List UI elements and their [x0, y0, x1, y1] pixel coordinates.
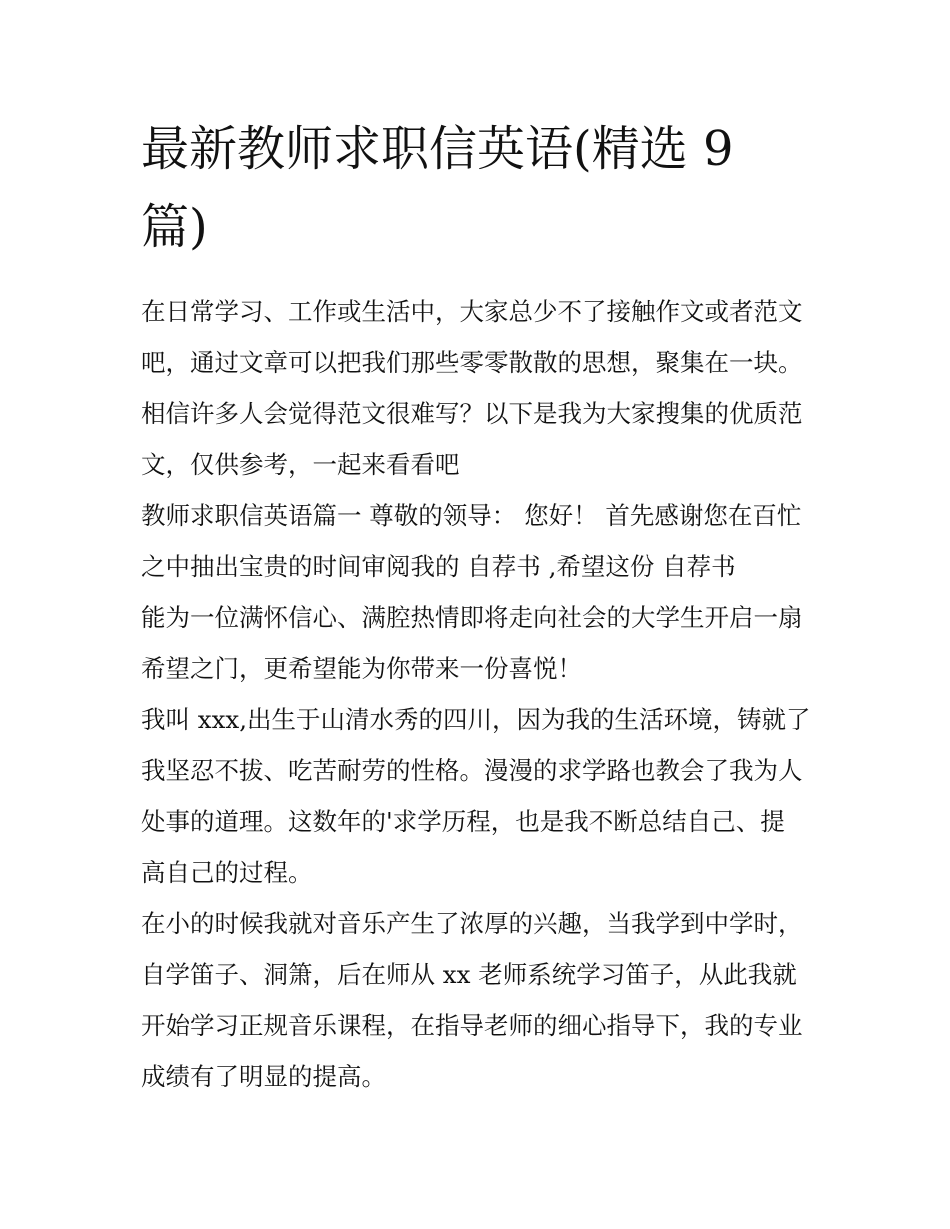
text-line: 我叫 xxx,出生于山清水秀的四川，因为我的生活环境，铸就了 [141, 705, 811, 734]
text-line: 教师求职信英语篇一 尊敬的领导： 您好！ 首先感谢您在百忙 [141, 501, 802, 530]
text-line: 成绩有了明显的提高。 [141, 1062, 386, 1091]
text-line: 我坚忍不拔、吃苦耐劳的性格。漫漫的求学路也教会了我为人 [141, 756, 803, 785]
text-line: 文，仅供参考，一起来看看吧 [141, 450, 460, 479]
document-title [141, 110, 821, 266]
text-line: 高自己的过程。 [141, 858, 313, 887]
document-page [141, 110, 821, 1102]
text-line: 处事的道理。这数年的'求学历程，也是我不断总结自己、提 [141, 807, 785, 836]
paragraph-intro [141, 286, 821, 490]
text-line: 希望之门，更希望能为你带来一份喜悦！ [141, 654, 582, 683]
paragraph-background [141, 694, 821, 898]
paragraph-letter-opening [141, 490, 821, 694]
text-line: 自学笛子、洞箫，后在师从 xx 老师系统学习笛子，从此我就 [141, 960, 797, 989]
text-line: 相信许多人会觉得范文很难写？以下是我为大家搜集的优质范 [141, 399, 803, 428]
paragraph-music [141, 898, 821, 1102]
text-line: 开始学习正规音乐课程，在指导老师的细心指导下，我的专业 [141, 1011, 803, 1040]
text-line: 能为一位满怀信心、满腔热情即将走向社会的大学生开启一扇 [141, 603, 803, 632]
title-line: 最新教师求职信英语(精选 9 [141, 121, 734, 177]
title-line: 篇) [141, 199, 208, 255]
text-line: 之中抽出宝贵的时间审阅我的 自荐书 ,希望这份 自荐书 [141, 552, 736, 581]
document-body [141, 286, 821, 1102]
text-line: 在日常学习、工作或生活中，大家总少不了接触作文或者范文 [141, 297, 803, 326]
text-line: 吧，通过文章可以把我们那些零零散散的思想，聚集在一块。 [141, 348, 803, 377]
text-line: 在小的时候我就对音乐产生了浓厚的兴趣，当我学到中学时， [141, 909, 803, 938]
